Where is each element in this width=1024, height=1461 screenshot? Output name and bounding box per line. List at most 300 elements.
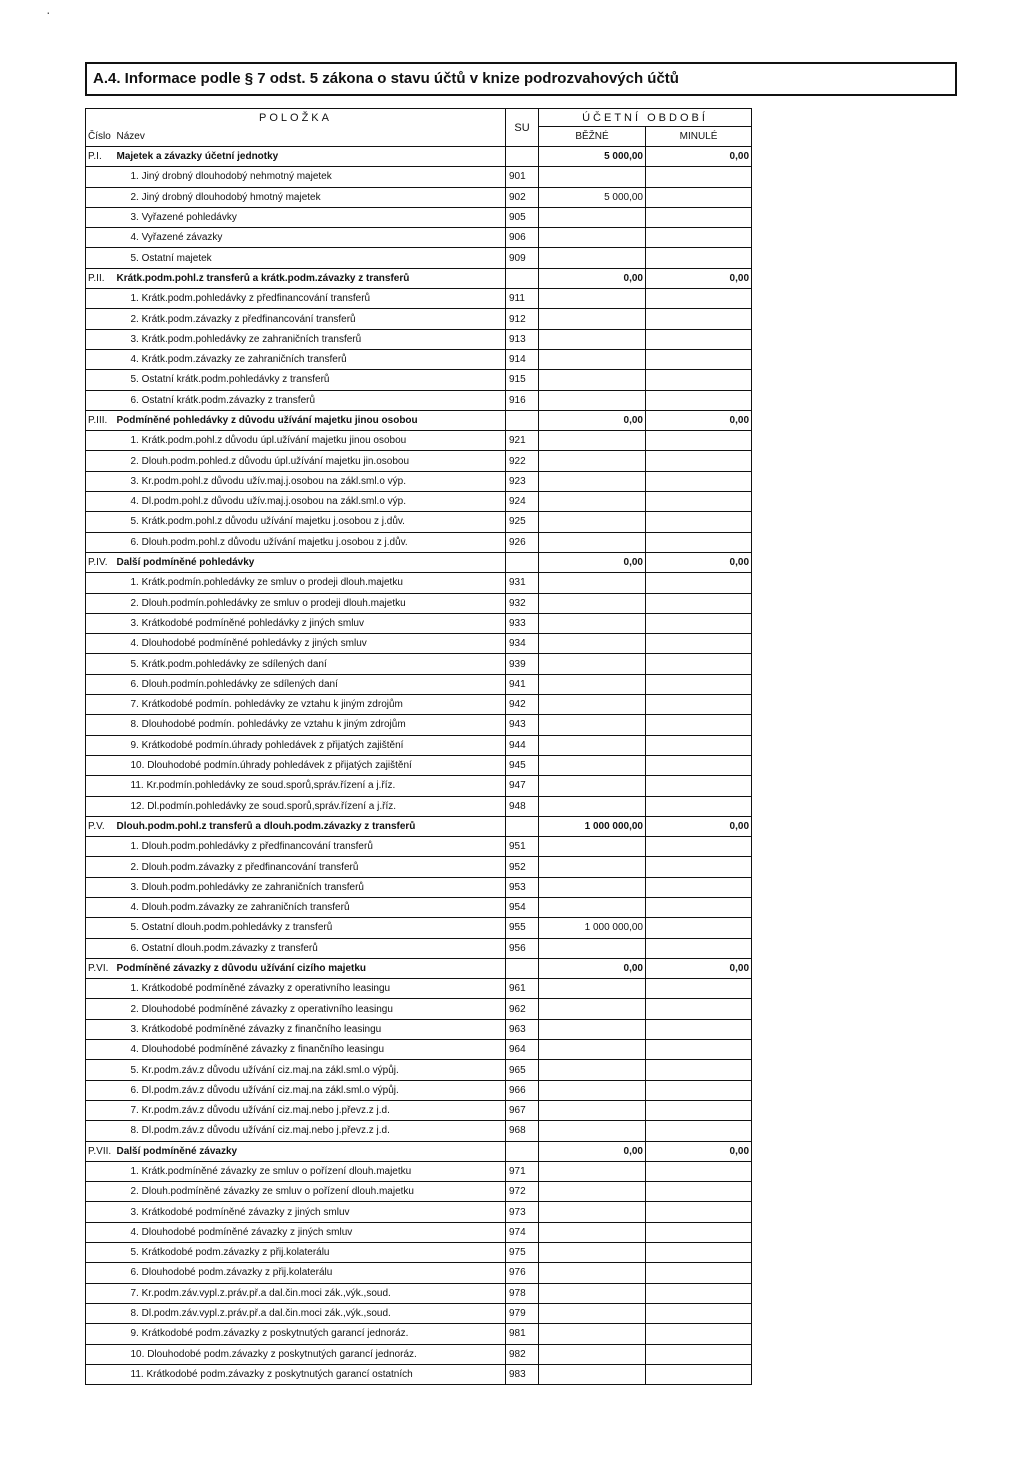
row-label <box>117 471 506 491</box>
table-row <box>86 1202 752 1222</box>
row-label <box>117 979 506 999</box>
section-code: P.IV. <box>86 552 117 572</box>
row-bezne-value <box>539 1080 646 1100</box>
table-row <box>86 1060 752 1080</box>
row-bezne-value <box>539 1202 646 1222</box>
row-spacer <box>86 877 117 897</box>
table-row <box>86 1161 752 1181</box>
section-name: Další podmíněné závazky <box>117 1141 506 1161</box>
table-row <box>86 1019 752 1039</box>
row-number: 2. <box>130 191 139 203</box>
row-su: 953 <box>506 877 539 897</box>
row-spacer <box>86 918 117 938</box>
row-bezne-value <box>539 1182 646 1202</box>
row-su: 901 <box>506 167 539 187</box>
row-bezne-value <box>539 309 646 329</box>
row-label <box>117 1243 506 1263</box>
row-number: 6. <box>130 1267 139 1279</box>
table-row <box>86 431 752 451</box>
table-row <box>86 918 752 938</box>
section-su <box>506 552 539 572</box>
row-minule-value <box>646 1243 752 1263</box>
row-su: 924 <box>506 492 539 512</box>
row-su: 979 <box>506 1303 539 1323</box>
row-su: 943 <box>506 715 539 735</box>
row-bezne-value <box>539 1040 646 1060</box>
table-row <box>86 1040 752 1060</box>
row-number: 6. <box>130 394 139 406</box>
table-row <box>86 979 752 999</box>
row-name: Krátk.podm.pohledávky ze sdílených daní <box>141 658 327 670</box>
row-label <box>117 1182 506 1202</box>
row-spacer <box>86 1283 117 1303</box>
row-su: 974 <box>506 1222 539 1242</box>
row-number: 1. <box>130 577 139 589</box>
row-su: 922 <box>506 451 539 471</box>
row-bezne-value <box>539 207 646 227</box>
table-row <box>86 755 752 775</box>
row-su: 945 <box>506 755 539 775</box>
table-row <box>86 1222 752 1242</box>
row-name: Dl.podm.pohl.z důvodu užív.maj.j.osobou na zákl.sml.o výp. <box>141 496 407 508</box>
row-minule-value <box>646 228 752 248</box>
row-name: Kr.podmín.pohledávky ze soud.sporů,správ.řízení a j.říz. <box>146 780 396 792</box>
row-minule-value <box>646 776 752 796</box>
row-label <box>117 1364 506 1384</box>
cislo-header: Číslo <box>86 127 117 147</box>
scan-speck: · <box>46 4 51 20</box>
report-title: A.4. Informace podle § 7 odst. 5 zákona o stavu účtů v knize podrozvahových účtů <box>85 62 957 96</box>
table-row <box>86 735 752 755</box>
polozka-header: POLOŽKA <box>86 109 506 127</box>
row-name: Krátkodobé podmíněné závazky z finančního leasingu <box>141 1023 382 1035</box>
row-number: 12. <box>130 800 145 812</box>
row-spacer <box>86 167 117 187</box>
row-spacer <box>86 1324 117 1344</box>
row-number: 5. <box>130 922 139 934</box>
row-label <box>117 1121 506 1141</box>
row-bezne-value <box>539 1121 646 1141</box>
row-spacer <box>86 654 117 674</box>
row-spacer <box>86 755 117 775</box>
row-label <box>117 573 506 593</box>
row-bezne-value <box>539 1100 646 1120</box>
row-label <box>117 451 506 471</box>
row-label <box>117 1161 506 1181</box>
row-su: 914 <box>506 349 539 369</box>
section-name: Majetek a závazky účetní jednotky <box>117 147 506 167</box>
row-name: Dlouh.podmín.pohledávky ze smluv o prodeji dlouh.majetku <box>141 597 406 609</box>
row-number: 4. <box>130 638 139 650</box>
table-row <box>86 837 752 857</box>
table-row <box>86 695 752 715</box>
row-minule-value <box>646 715 752 735</box>
table-row <box>86 1344 752 1364</box>
row-su: 971 <box>506 1161 539 1181</box>
row-name: Dlouh.podm.závazky ze zahraničních transferů <box>141 902 350 914</box>
row-name: Ostatní krátk.podm.pohledávky z transferů <box>141 374 330 386</box>
row-number: 5. <box>130 1247 139 1259</box>
row-number: 2. <box>130 1003 139 1015</box>
row-su: 967 <box>506 1100 539 1120</box>
row-number: 4. <box>130 496 139 508</box>
section-su <box>506 147 539 167</box>
row-minule-value <box>646 897 752 917</box>
row-bezne-value <box>539 877 646 897</box>
row-spacer <box>86 228 117 248</box>
row-name: Dlouhodobé podmíněné závazky z jiných smluv <box>141 1226 353 1238</box>
section-row <box>86 268 752 288</box>
row-name: Krátk.podm.pohledávky z předfinancování transferů <box>141 293 371 305</box>
row-su: 911 <box>506 289 539 309</box>
row-spacer <box>86 938 117 958</box>
row-number: 6. <box>130 536 139 548</box>
section-row <box>86 552 752 572</box>
row-number: 2. <box>130 861 139 873</box>
section-bezne-value: 5 000,00 <box>539 147 646 167</box>
row-name: Dlouh.podm.pohledávky z předfinancování transferů <box>141 841 373 853</box>
row-bezne-value <box>539 167 646 187</box>
row-spacer <box>86 1019 117 1039</box>
row-bezne-value <box>539 451 646 471</box>
section-minule-value: 0,00 <box>646 410 752 430</box>
row-su: 975 <box>506 1243 539 1263</box>
row-spacer <box>86 1344 117 1364</box>
row-number: 6. <box>130 1084 139 1096</box>
row-su: 954 <box>506 897 539 917</box>
row-spacer <box>86 1263 117 1283</box>
row-label <box>117 349 506 369</box>
row-spacer <box>86 248 117 268</box>
row-label <box>117 532 506 552</box>
row-label <box>117 370 506 390</box>
row-spacer <box>86 207 117 227</box>
row-minule-value <box>646 918 752 938</box>
row-spacer <box>86 492 117 512</box>
table-row <box>86 1303 752 1323</box>
row-spacer <box>86 837 117 857</box>
row-su: 931 <box>506 573 539 593</box>
row-spacer <box>86 1243 117 1263</box>
row-label <box>117 999 506 1019</box>
row-minule-value <box>646 1283 752 1303</box>
row-spacer <box>86 613 117 633</box>
row-spacer <box>86 735 117 755</box>
section-minule-value: 0,00 <box>646 1141 752 1161</box>
row-label <box>117 1202 506 1222</box>
table-header <box>86 109 752 147</box>
section-minule-value: 0,00 <box>646 552 752 572</box>
row-label <box>117 1344 506 1364</box>
row-bezne-value <box>539 431 646 451</box>
row-name: Krátk.podm.pohl.z důvodu úpl.užívání majetku jinou osobou <box>141 435 407 447</box>
table-row <box>86 999 752 1019</box>
row-minule-value <box>646 613 752 633</box>
row-bezne-value <box>539 1222 646 1242</box>
row-label <box>117 228 506 248</box>
row-label <box>117 674 506 694</box>
row-label <box>117 167 506 187</box>
row-bezne-value <box>539 1161 646 1181</box>
row-name: Dl.podm.záv.z důvodu užívání ciz.maj.nebo j.převz.z j.d. <box>141 1125 390 1137</box>
row-su: 913 <box>506 329 539 349</box>
row-minule-value <box>646 674 752 694</box>
row-number: 4. <box>130 1226 139 1238</box>
row-minule-value <box>646 1303 752 1323</box>
row-minule-value <box>646 1222 752 1242</box>
row-minule-value <box>646 1080 752 1100</box>
row-name: Dlouhodobé podmín. pohledávky ze vztahu k jiným zdrojům <box>141 719 406 731</box>
table-row <box>86 1100 752 1120</box>
row-minule-value <box>646 1364 752 1384</box>
row-label <box>117 1019 506 1039</box>
row-bezne-value: 5 000,00 <box>539 187 646 207</box>
row-number: 8. <box>130 1308 139 1320</box>
row-su: 915 <box>506 370 539 390</box>
row-bezne-value: 1 000 000,00 <box>539 918 646 938</box>
row-name: Dlouh.podm.pohl.z důvodu užívání majetku j.osobou z j.dův. <box>141 536 408 548</box>
row-su: 925 <box>506 512 539 532</box>
table-body <box>86 147 752 1385</box>
row-name: Dlouhodobé podmíněné závazky z operativního leasingu <box>141 1003 393 1015</box>
row-label <box>117 207 506 227</box>
row-name: Dlouh.podmíněné závazky ze smluv o pořízení dlouh.majetku <box>141 1186 414 1198</box>
table-row <box>86 532 752 552</box>
section-row <box>86 1141 752 1161</box>
row-name: Dlouhodobé podmíněné pohledávky z jiných smluv <box>141 638 367 650</box>
row-bezne-value <box>539 938 646 958</box>
row-number: 10. <box>130 760 145 772</box>
row-number: 2. <box>130 313 139 325</box>
row-label <box>117 512 506 532</box>
row-bezne-value <box>539 1019 646 1039</box>
row-bezne-value <box>539 715 646 735</box>
row-label <box>117 837 506 857</box>
row-name: Krátk.podm.pohl.z důvodu užívání majetku j.osobou z j.dův. <box>141 516 405 528</box>
row-spacer <box>86 1303 117 1323</box>
row-name: Dlouh.podm.pohledávky ze zahraničních transferů <box>141 881 364 893</box>
row-label <box>117 877 506 897</box>
row-label <box>117 593 506 613</box>
row-bezne-value <box>539 289 646 309</box>
row-number: 2. <box>130 1186 139 1198</box>
row-name: Krátkodobé podm.závazky z poskytnutých garancí jednoráz. <box>141 1328 409 1340</box>
row-bezne-value <box>539 1364 646 1384</box>
row-name: Kr.podm.záv.z důvodu užívání ciz.maj.na zákl.sml.o výpůj. <box>141 1064 399 1076</box>
row-minule-value <box>646 877 752 897</box>
row-name: Ostatní krátk.podm.závazky z transferů <box>141 394 316 406</box>
row-bezne-value <box>539 329 646 349</box>
minule-header: MINULÉ <box>646 127 752 147</box>
bezne-header: BĚŽNÉ <box>539 127 646 147</box>
row-label <box>117 431 506 451</box>
section-minule-value: 0,00 <box>646 958 752 978</box>
row-number: 2. <box>130 597 139 609</box>
table-row <box>86 390 752 410</box>
row-name: Dl.podm.záv.z důvodu užívání ciz.maj.na zákl.sml.o výpůj. <box>141 1084 399 1096</box>
row-number: 8. <box>130 719 139 731</box>
row-spacer <box>86 857 117 877</box>
row-label <box>117 654 506 674</box>
row-spacer <box>86 674 117 694</box>
row-spacer <box>86 451 117 471</box>
row-su: 972 <box>506 1182 539 1202</box>
row-number: 3. <box>130 333 139 345</box>
row-su: 961 <box>506 979 539 999</box>
row-label <box>117 776 506 796</box>
row-spacer <box>86 1202 117 1222</box>
row-number: 1. <box>130 983 139 995</box>
section-row <box>86 816 752 836</box>
row-spacer <box>86 187 117 207</box>
row-label <box>117 390 506 410</box>
row-name: Krátkodobé podmín. pohledávky ze vztahu k jiným zdrojům <box>141 699 403 711</box>
row-su: 948 <box>506 796 539 816</box>
row-su: 962 <box>506 999 539 1019</box>
row-spacer <box>86 979 117 999</box>
row-su: 964 <box>506 1040 539 1060</box>
table-row <box>86 877 752 897</box>
section-code: P.VI. <box>86 958 117 978</box>
row-number: 5. <box>130 658 139 670</box>
row-minule-value <box>646 1019 752 1039</box>
row-number: 7. <box>130 1287 139 1299</box>
section-name: Podmíněné závazky z důvodu užívání cizího majetku <box>117 958 506 978</box>
row-bezne-value <box>539 1263 646 1283</box>
row-bezne-value <box>539 532 646 552</box>
row-minule-value <box>646 654 752 674</box>
section-minule-value: 0,00 <box>646 816 752 836</box>
row-number: 11. <box>130 780 144 792</box>
row-name: Ostatní dlouh.podm.pohledávky z transferů <box>141 922 333 934</box>
row-number: 3. <box>130 1206 139 1218</box>
table-row <box>86 228 752 248</box>
row-minule-value <box>646 492 752 512</box>
section-code: P.VII. <box>86 1141 117 1161</box>
row-spacer <box>86 532 117 552</box>
row-number: 5. <box>130 374 139 386</box>
row-bezne-value <box>539 837 646 857</box>
table-row <box>86 187 752 207</box>
row-minule-value <box>646 1324 752 1344</box>
row-minule-value <box>646 187 752 207</box>
row-minule-value <box>646 329 752 349</box>
table-row <box>86 1182 752 1202</box>
section-minule-value: 0,00 <box>646 268 752 288</box>
table-row <box>86 897 752 917</box>
row-bezne-value <box>539 573 646 593</box>
row-spacer <box>86 390 117 410</box>
row-su: 934 <box>506 634 539 654</box>
row-minule-value <box>646 796 752 816</box>
row-spacer <box>86 1100 117 1120</box>
table-row <box>86 289 752 309</box>
row-name: Dlouh.podmín.pohledávky ze sdílených daní <box>141 678 338 690</box>
row-su: 916 <box>506 390 539 410</box>
row-bezne-value <box>539 1243 646 1263</box>
section-row <box>86 410 752 430</box>
row-label <box>117 796 506 816</box>
section-bezne-value: 1 000 000,00 <box>539 816 646 836</box>
row-spacer <box>86 776 117 796</box>
table-row <box>86 471 752 491</box>
row-number: 7. <box>130 699 139 711</box>
row-minule-value <box>646 1202 752 1222</box>
table-row <box>86 674 752 694</box>
row-spacer <box>86 1121 117 1141</box>
row-label <box>117 1263 506 1283</box>
row-name: Dl.podmín.pohledávky ze soud.sporů,správ.řízení a j.říz. <box>147 800 397 812</box>
row-name: Dl.podm.záv.vypl.z.práv.př.a dal.čin.moci zák.,výk.,soud. <box>141 1308 391 1320</box>
row-bezne-value <box>539 390 646 410</box>
row-name: Krátkodobé podmíněné závazky z jiných smluv <box>141 1206 350 1218</box>
table-row <box>86 938 752 958</box>
row-label <box>117 1222 506 1242</box>
row-bezne-value <box>539 755 646 775</box>
table-row <box>86 1243 752 1263</box>
row-bezne-value <box>539 897 646 917</box>
row-bezne-value <box>539 857 646 877</box>
row-minule-value <box>646 370 752 390</box>
row-spacer <box>86 512 117 532</box>
row-bezne-value <box>539 634 646 654</box>
row-spacer <box>86 349 117 369</box>
row-su: 951 <box>506 837 539 857</box>
row-minule-value <box>646 857 752 877</box>
row-spacer <box>86 1040 117 1060</box>
row-name: Dlouh.podm.pohled.z důvodu úpl.užívání majetku jin.osobou <box>141 455 410 467</box>
table-row <box>86 654 752 674</box>
row-spacer <box>86 309 117 329</box>
row-number: 7. <box>130 1105 139 1117</box>
row-bezne-value <box>539 613 646 633</box>
row-name: Kr.podm.pohl.z důvodu užív.maj.j.osobou na zákl.sml.o výp. <box>141 475 407 487</box>
row-minule-value <box>646 1344 752 1364</box>
row-name: Krátk.podm.závazky z předfinancování transferů <box>141 313 356 325</box>
row-su: 944 <box>506 735 539 755</box>
row-number: 9. <box>130 739 139 751</box>
row-su: 952 <box>506 857 539 877</box>
row-number: 6. <box>130 942 139 954</box>
row-name: Krátkodobé podmíněné pohledávky z jiných smluv <box>141 617 364 629</box>
row-bezne-value <box>539 695 646 715</box>
table-row <box>86 1263 752 1283</box>
row-label <box>117 248 506 268</box>
row-number: 3. <box>130 881 139 893</box>
row-label <box>117 187 506 207</box>
row-label <box>117 938 506 958</box>
row-minule-value <box>646 1060 752 1080</box>
row-su: 921 <box>506 431 539 451</box>
row-minule-value <box>646 309 752 329</box>
row-number: 4. <box>130 1044 139 1056</box>
row-bezne-value <box>539 1060 646 1080</box>
row-number: 4. <box>130 232 139 244</box>
row-minule-value <box>646 167 752 187</box>
table-row <box>86 451 752 471</box>
row-spacer <box>86 1222 117 1242</box>
row-name: Krátk.podmín.pohledávky ze smluv o prodeji dlouh.majetku <box>141 577 403 589</box>
row-bezne-value <box>539 796 646 816</box>
row-su: 981 <box>506 1324 539 1344</box>
row-bezne-value <box>539 512 646 532</box>
row-bezne-value <box>539 228 646 248</box>
row-su: 976 <box>506 1263 539 1283</box>
row-su: 942 <box>506 695 539 715</box>
row-bezne-value <box>539 979 646 999</box>
row-bezne-value <box>539 735 646 755</box>
table-row <box>86 1364 752 1384</box>
